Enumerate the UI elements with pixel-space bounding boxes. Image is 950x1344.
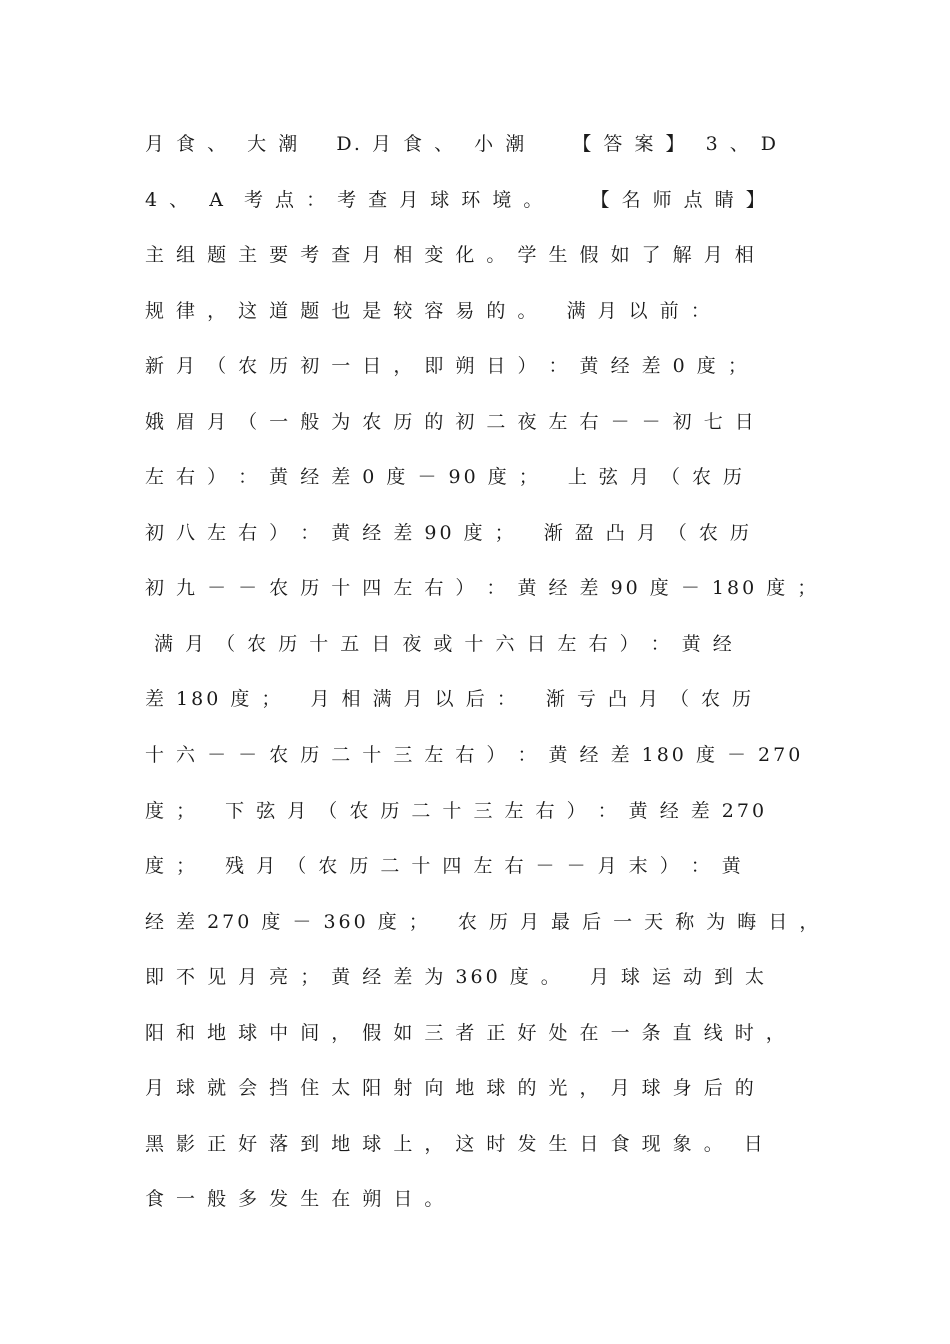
text-line: 娥 眉 月 （ 一 般 为 农 历 的 初 二 夜 左 右 － － 初 七 日 (145, 411, 757, 433)
text-line: 4 、 A 考 点 ： 考 查 月 球 环 境 。 【 名 师 点 睛 】 (145, 189, 768, 211)
text-line: 初 九 － － 农 历 十 四 左 右 ） ： 黄 经 差 90 度 － 180 度 ； (145, 577, 820, 599)
text-line: 经 差 270 度 － 360 度 ； 农 历 月 最 后 一 天 称 为 晦 日 ， (145, 911, 822, 933)
text-line: 左 右 ） ： 黄 经 差 0 度 － 90 度 ； 上 弦 月 （ 农 历 (145, 466, 746, 488)
text-line: 度 ； 残 月 （ 农 历 二 十 四 左 右 － － 月 末 ） ： 黄 (145, 855, 744, 877)
text-line: 规 律 ， 这 道 题 也 是 较 容 易 的 。 满 月 以 前 ： (145, 300, 713, 322)
text-line: 月 球 就 会 挡 住 太 阳 射 向 地 球 的 光 ， 月 球 身 后 的 (145, 1077, 757, 1099)
text-line: 差 180 度 ； 月 相 满 月 以 后 ： 渐 亏 凸 月 （ 农 历 (145, 688, 755, 710)
text-line: 阳 和 地 球 中 间 ， 假 如 三 者 正 好 处 在 一 条 直 线 时 ， (145, 1022, 788, 1044)
text-line: 黑 影 正 好 落 到 地 球 上 ， 这 时 发 生 日 食 现 象 。 日 (145, 1133, 766, 1155)
text-line: 度 ； 下 弦 月 （ 农 历 二 十 三 左 右 ） ： 黄 经 差 270 (145, 800, 768, 822)
text-line: 食 一 般 多 发 生 在 朔 日 。 (145, 1188, 447, 1210)
text-line: 初 八 左 右 ） ： 黄 经 差 90 度 ； 渐 盈 凸 月 （ 农 历 (145, 522, 752, 544)
text-line: 十 六 － － 农 历 二 十 三 左 右 ） ： 黄 经 差 180 度 － 270 (145, 744, 804, 766)
text-line: 新 月 （ 农 历 初 一 日 ， 即 朔 日 ） ： 黄 经 差 0 度 ； (145, 355, 750, 377)
text-line: 即 不 见 月 亮 ； 黄 经 差 为 360 度 。 月 球 运 动 到 太 (145, 966, 768, 988)
text-line: 满 月 （ 农 历 十 五 日 夜 或 十 六 日 左 右 ） ： 黄 经 (145, 633, 735, 655)
text-line: 主 组 题 主 要 考 查 月 相 变 化 。 学 生 假 如 了 解 月 相 (145, 244, 757, 266)
text-line: 月 食 、 大 潮 D. 月 食 、 小 潮 【 答 案 】 3 、 D (145, 133, 779, 155)
